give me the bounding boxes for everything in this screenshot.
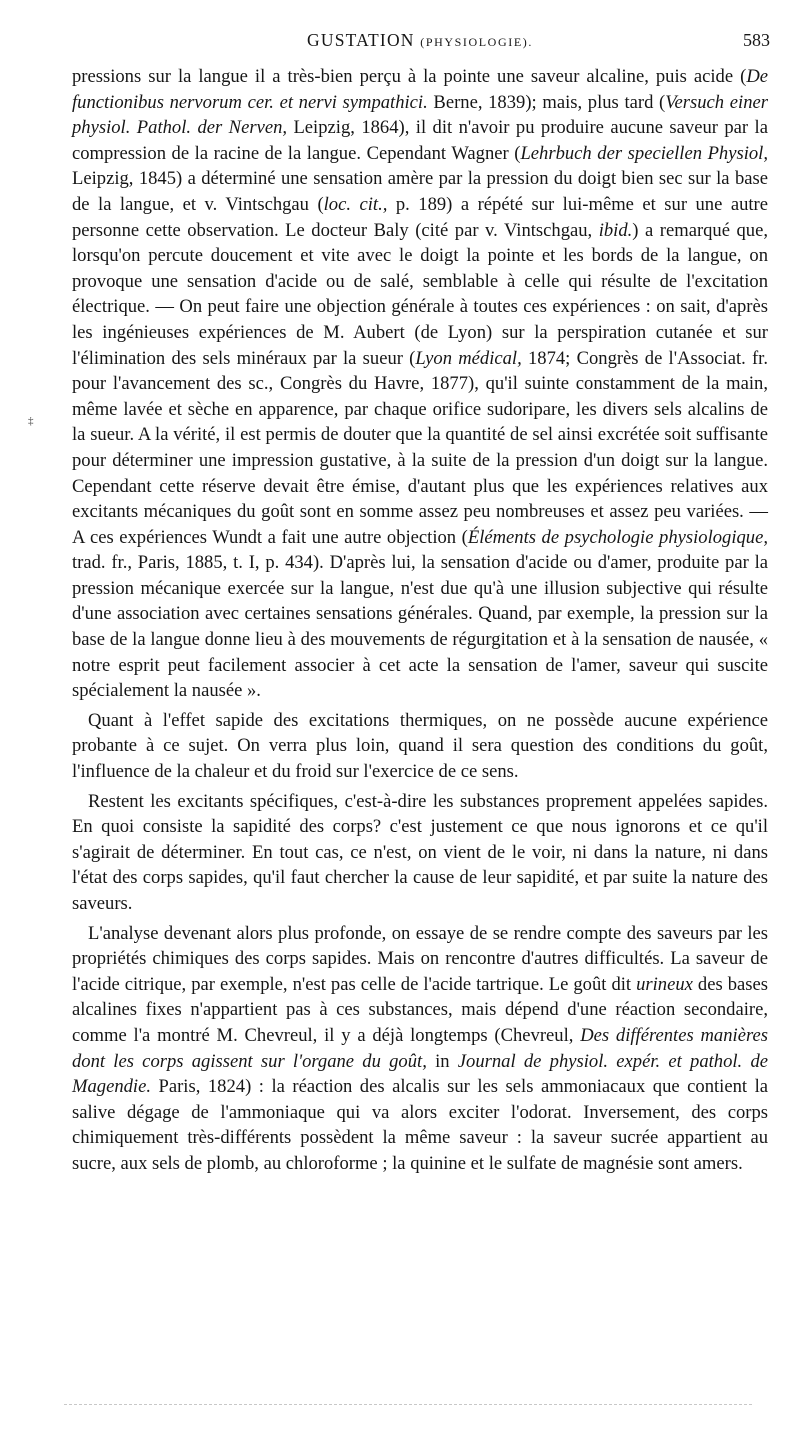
text-run: pressions sur la langue il a très-bien perçu à la pointe une saveur alcaline, puis acide (: [72, 66, 747, 87]
text-run: Restent les excitants spécifiques, c'est-à-dire les substances proprement appelées sapides. En quoi consiste la sapidité des corps? c'est justement ce que nous ignorons et ce qu'il s'agirait de déterminer. En tout cas, ce n'est, on vient de le voir, ni dans la nature, ni dans l'état des corps sapides, qu'il faut chercher la cause de leur sapidité, et par suite la nature des saveurs.: [72, 790, 768, 914]
book-page: [72, 30, 768, 1177]
italic-reference: De functionibus nervorum cer. et nervi sympathici.: [72, 66, 768, 113]
page-number: 583: [743, 30, 770, 50]
text-run: Quant à l'effet sapide des excitations thermiques, on ne possède aucune expérience probante à ce sujet. On verra plus loin, quand il sera question des conditions du goût, l'influence de la chaleur et du froid sur l'exercice de ce sens.: [72, 709, 768, 783]
text-run: Leipzig, 1845) a déterminé une sensation amère par la pression du doigt bien sec sur la base de la langue, et v. Vintschgau (: [72, 168, 768, 215]
paragraph: [72, 708, 768, 785]
text-run: des bases alcalines fixes n'appartient pas à ces substances, mais dépend d'une réaction secondaire, comme l'a montré M. Chevreul, il y a déjà longtemps (Chevreul,: [72, 973, 768, 1046]
text-run: ) a remarqué que, lorsqu'on percute doucement et vite avec le doigt la pointe et les bords de la langue, on provoque une sensation d'acide ou de salé, semblable à celle qui résulte de l'excitation électrique. — On peut faire une objection générale à toutes ces expériences : on sait, d'après les ingénieuses expériences de M. Aubert (de Lyon) sur la perspiration cutanée et sur l'élimination des sels minéraux par la sueur (: [72, 219, 769, 369]
text-run: Paris, 1824) : la réaction des alcalis sur les sels ammoniacaux que contient la salive dégage de l'ammoniaque qui va alors exciter l'odorat. Inversement, des corps chimiquement très-différents possèdent la même saveur : la saveur sucrée appartient au sucre, aux sels de plomb, au chloroforme ; la quinine et le sulfate de magnésie sont amers.: [72, 1076, 768, 1174]
italic-reference: Versuch einer physiol. Pathol. der Nerven,: [72, 91, 768, 139]
text-run: Berne, 1839); mais, plus tard (: [427, 91, 666, 113]
text-run: L'analyse devenant alors plus profonde, on essaye de se rendre compte des saveurs par les propriétés chimiques des corps sapides. Mais on rencontre d'autres difficultés. La saveur de l'acide citrique, par exemple, n'est pas celle de l'acide tartrique. Le goût dit: [72, 922, 768, 995]
text-run: trad. fr., Paris, 1885, t. I, p. 434). D'après lui, la sensation d'acide ou d'amer, produite par la pression mécanique exercée sur la langue, n'est due qu'à une illusion subjective qui résulte d'une association avec certaines sensations générales. Quand, par exemple, la pression sur la base de la langue donne lieu à des mouvements de régurgitation et à la sensation de nausée, « notre esprit peut facilement associer à cet acte la sensation de l'amer, saveur qui suscite spécialement la nausée ».: [72, 552, 768, 702]
text-run: Leipzig, 1864), il dit n'avoir pu produire aucune saveur par la compression de la racine de la langue. Cependant Wagner (: [72, 117, 768, 164]
footer-rule: [64, 1404, 752, 1405]
running-header: [72, 30, 768, 56]
text-run: in: [426, 1050, 458, 1072]
italic-reference: loc. cit.,: [323, 193, 388, 215]
text-run: 1874; Congrès de l'Associat. fr. pour l'avancement des sc., Congrès du Havre, 1877), qu'il suinte constamment de la main, même lavée et sèche en apparence, par chaque orifice sudoripare, les divers sels alcalins de la sueur. A la vérité, il est permis de douter que la quantité de sel ainsi excrétée soit suffisante pour déterminer une impression gustative, à la suite de la pression d'un doigt sur la langue. Cependant cette réserve devait être émise, d'autant plus que les expériences relatives aux excitants mécaniques du goût sont en somme assez peu nombreuses et assez peu variées. — A ces expériences Wundt a fait une autre objection (: [72, 347, 768, 548]
body-text: [72, 64, 768, 1177]
paragraph: [72, 64, 768, 704]
italic-reference: Journal de physiol. expér. et pathol. de Magendie.: [72, 1050, 768, 1098]
running-title: [72, 30, 768, 51]
paragraph: [72, 921, 768, 1177]
italic-reference: urineux: [636, 973, 693, 995]
italic-reference: Des différentes manières dont les corps agissent sur l'organe du goût,: [72, 1024, 768, 1072]
text-run: p. 189) a répété sur lui-même et sur une autre personne cette observation. Le docteur Baly (cité par v. Vintschgau,: [72, 193, 768, 241]
italic-reference: Lyon médical,: [415, 347, 522, 369]
header-section: (PHYSIOLOGIE).: [420, 35, 533, 49]
margin-mark: ‡: [28, 415, 34, 427]
italic-reference: Lehrbuch der speciellen Physiol,: [520, 142, 768, 164]
paragraph: [72, 789, 768, 917]
italic-reference: ibid.: [598, 219, 633, 241]
italic-reference: Éléments de psychologie physiologique,: [467, 526, 768, 548]
header-title: GUSTATION: [307, 30, 415, 50]
